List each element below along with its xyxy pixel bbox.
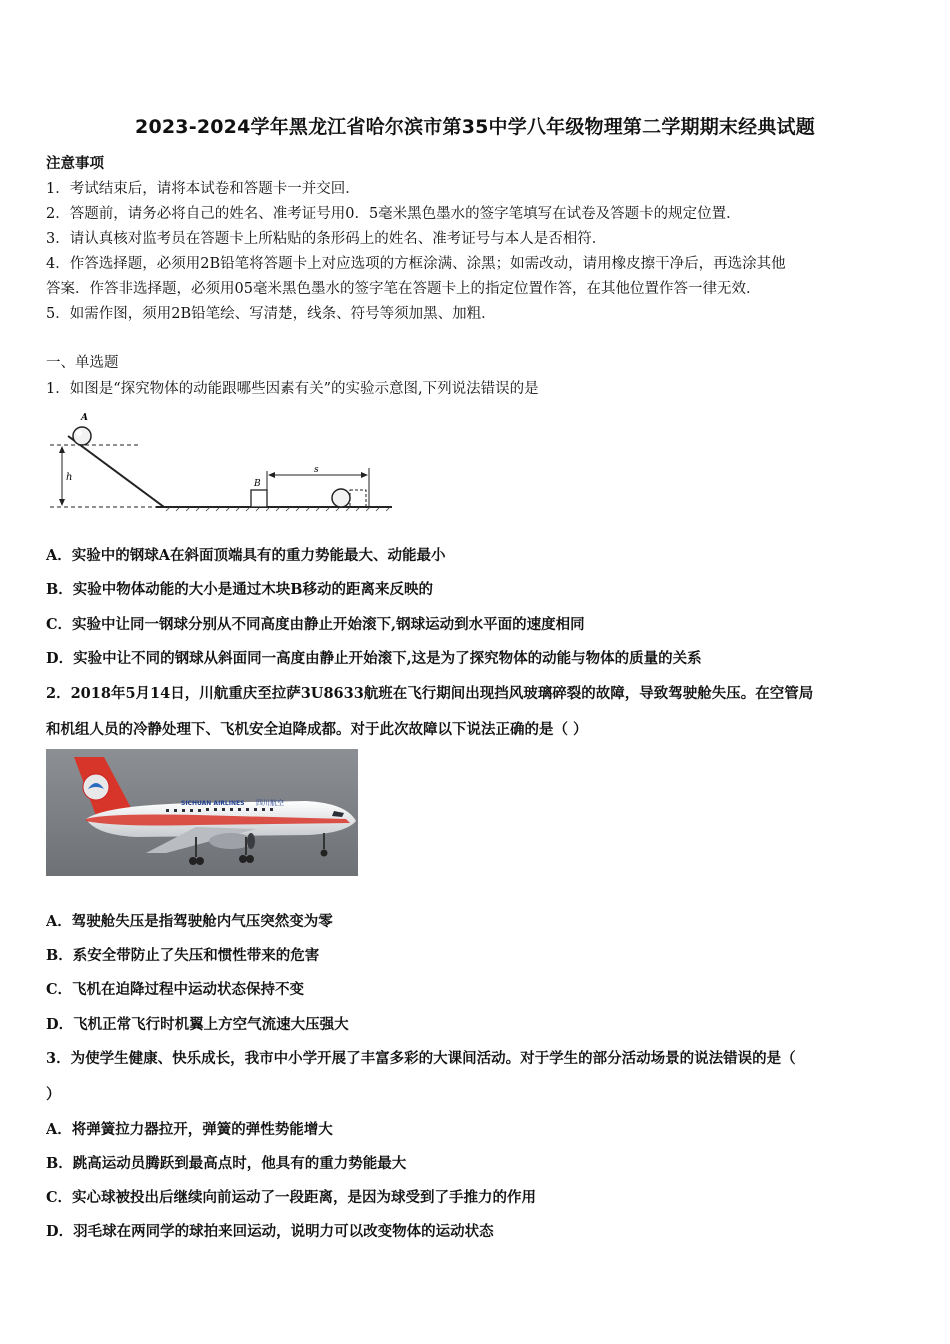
ball-a-label: A	[81, 413, 88, 423]
block-b-label: B	[254, 479, 261, 489]
question-2-stem: 2．2018年5月14日，川航重庆至拉萨3U8633航班在飞行期间出现挡风玻璃碎裂的故障，导致驾驶舱失压。在空管局	[46, 685, 814, 702]
airplane-photo	[46, 749, 358, 876]
notice-item: 2．答题前，请务必将自己的姓名、准考证号用0．5毫米黑色墨水的签字笔填写在试卷及答题卡的规定位置．	[46, 206, 741, 222]
steel-ball-a	[73, 427, 91, 445]
question-2-option: B．系安全带防止了失压和惯性带来的危害	[46, 947, 320, 964]
notice-item: 3．请认真核对监考员在答题卡上所粘贴的条形码上的姓名、准考证号与本人是否相符．	[46, 231, 607, 247]
question-3-stem: 3．为使学生健康、快乐成长，我市中小学开展了丰富多彩的大课间活动。对于学生的部分活动场景的说法错误的是（	[46, 1050, 796, 1067]
question-1-option: B．实验中物体动能的大小是通过木块B移动的距离来反映的	[46, 581, 434, 598]
notice-item: 5．如需作图，须用2B铅笔绘、写清楚，线条、符号等须加黑、加粗．	[46, 306, 496, 322]
wooden-block-b	[251, 490, 267, 507]
notice-item: 答案．作答非选择题，必须用05毫米黑色墨水的签字笔在答题卡上的指定位置作答，在其他位置作答一律无效．	[46, 281, 761, 297]
question-2-stem: 和机组人员的冷静处理下、飞机安全迫降成都。对于此次故障以下说法正确的是（ ）	[46, 721, 588, 738]
notice-item: 1．考试结束后，请将本试卷和答题卡一并交回．	[46, 181, 360, 197]
question-3-option: B．跳高运动员腾跃到最高点时，他具有的重力势能最大	[46, 1155, 407, 1172]
question-1-option: C．实验中让同一钢球分别从不同高度由静止开始滚下,钢球运动到水平面的速度相同	[46, 616, 585, 633]
question-3-stem: ）	[46, 1086, 61, 1103]
notice-item: 4．作答选择题，必须用2B铅笔将答题卡上对应选项的方框涂满、涂黑；如需改动，请用橡皮擦干净后，再选涂其他	[46, 256, 786, 272]
page-title: 2023-2024学年黑龙江省哈尔滨市第35中学八年级物理第二学期期末经典试题	[135, 116, 815, 138]
airline-name-cn: 四川航空	[256, 799, 284, 807]
airline-name: SICHUAN AIRLINES	[181, 800, 245, 807]
question-3-option: C．实心球被投出后继续向前运动了一段距离，是因为球受到了手推力的作用	[46, 1189, 537, 1206]
block-final-position	[350, 490, 366, 507]
incline	[68, 436, 164, 507]
question-1-stem: 1．如图是“探究物体的动能跟哪些因素有关”的实验示意图,下列说法错误的是	[46, 381, 539, 397]
question-2-option: A．驾驶舱失压是指驾驶舱内气压突然变为零	[46, 913, 333, 930]
question-2-option: C．飞机在迫降过程中运动状态保持不变	[46, 981, 305, 998]
question-1-option: D．实验中让不同的钢球从斜面同一高度由静止开始滚下,这是为了探究物体的动能与物体的质量的关系	[46, 650, 702, 667]
steel-ball-end	[332, 489, 350, 507]
height-label: h	[66, 472, 73, 483]
question-3-option: A．将弹簧拉力器拉开，弹簧的弹性势能增大	[46, 1121, 333, 1138]
question-3-option: D．羽毛球在两同学的球拍来回运动，说明力可以改变物体的运动状态	[46, 1223, 494, 1240]
question-2-option: D．飞机正常飞行时机翼上方空气流速大压强大	[46, 1016, 349, 1033]
kinetic-energy-experiment-figure	[46, 408, 396, 516]
distance-label: s	[314, 465, 319, 475]
question-1-option: A．实验中的钢球A在斜面顶端具有的重力势能最大、动能最小	[46, 547, 446, 564]
section-heading: 一、单选题	[46, 355, 119, 371]
notice-heading: 注意事项	[46, 155, 104, 172]
